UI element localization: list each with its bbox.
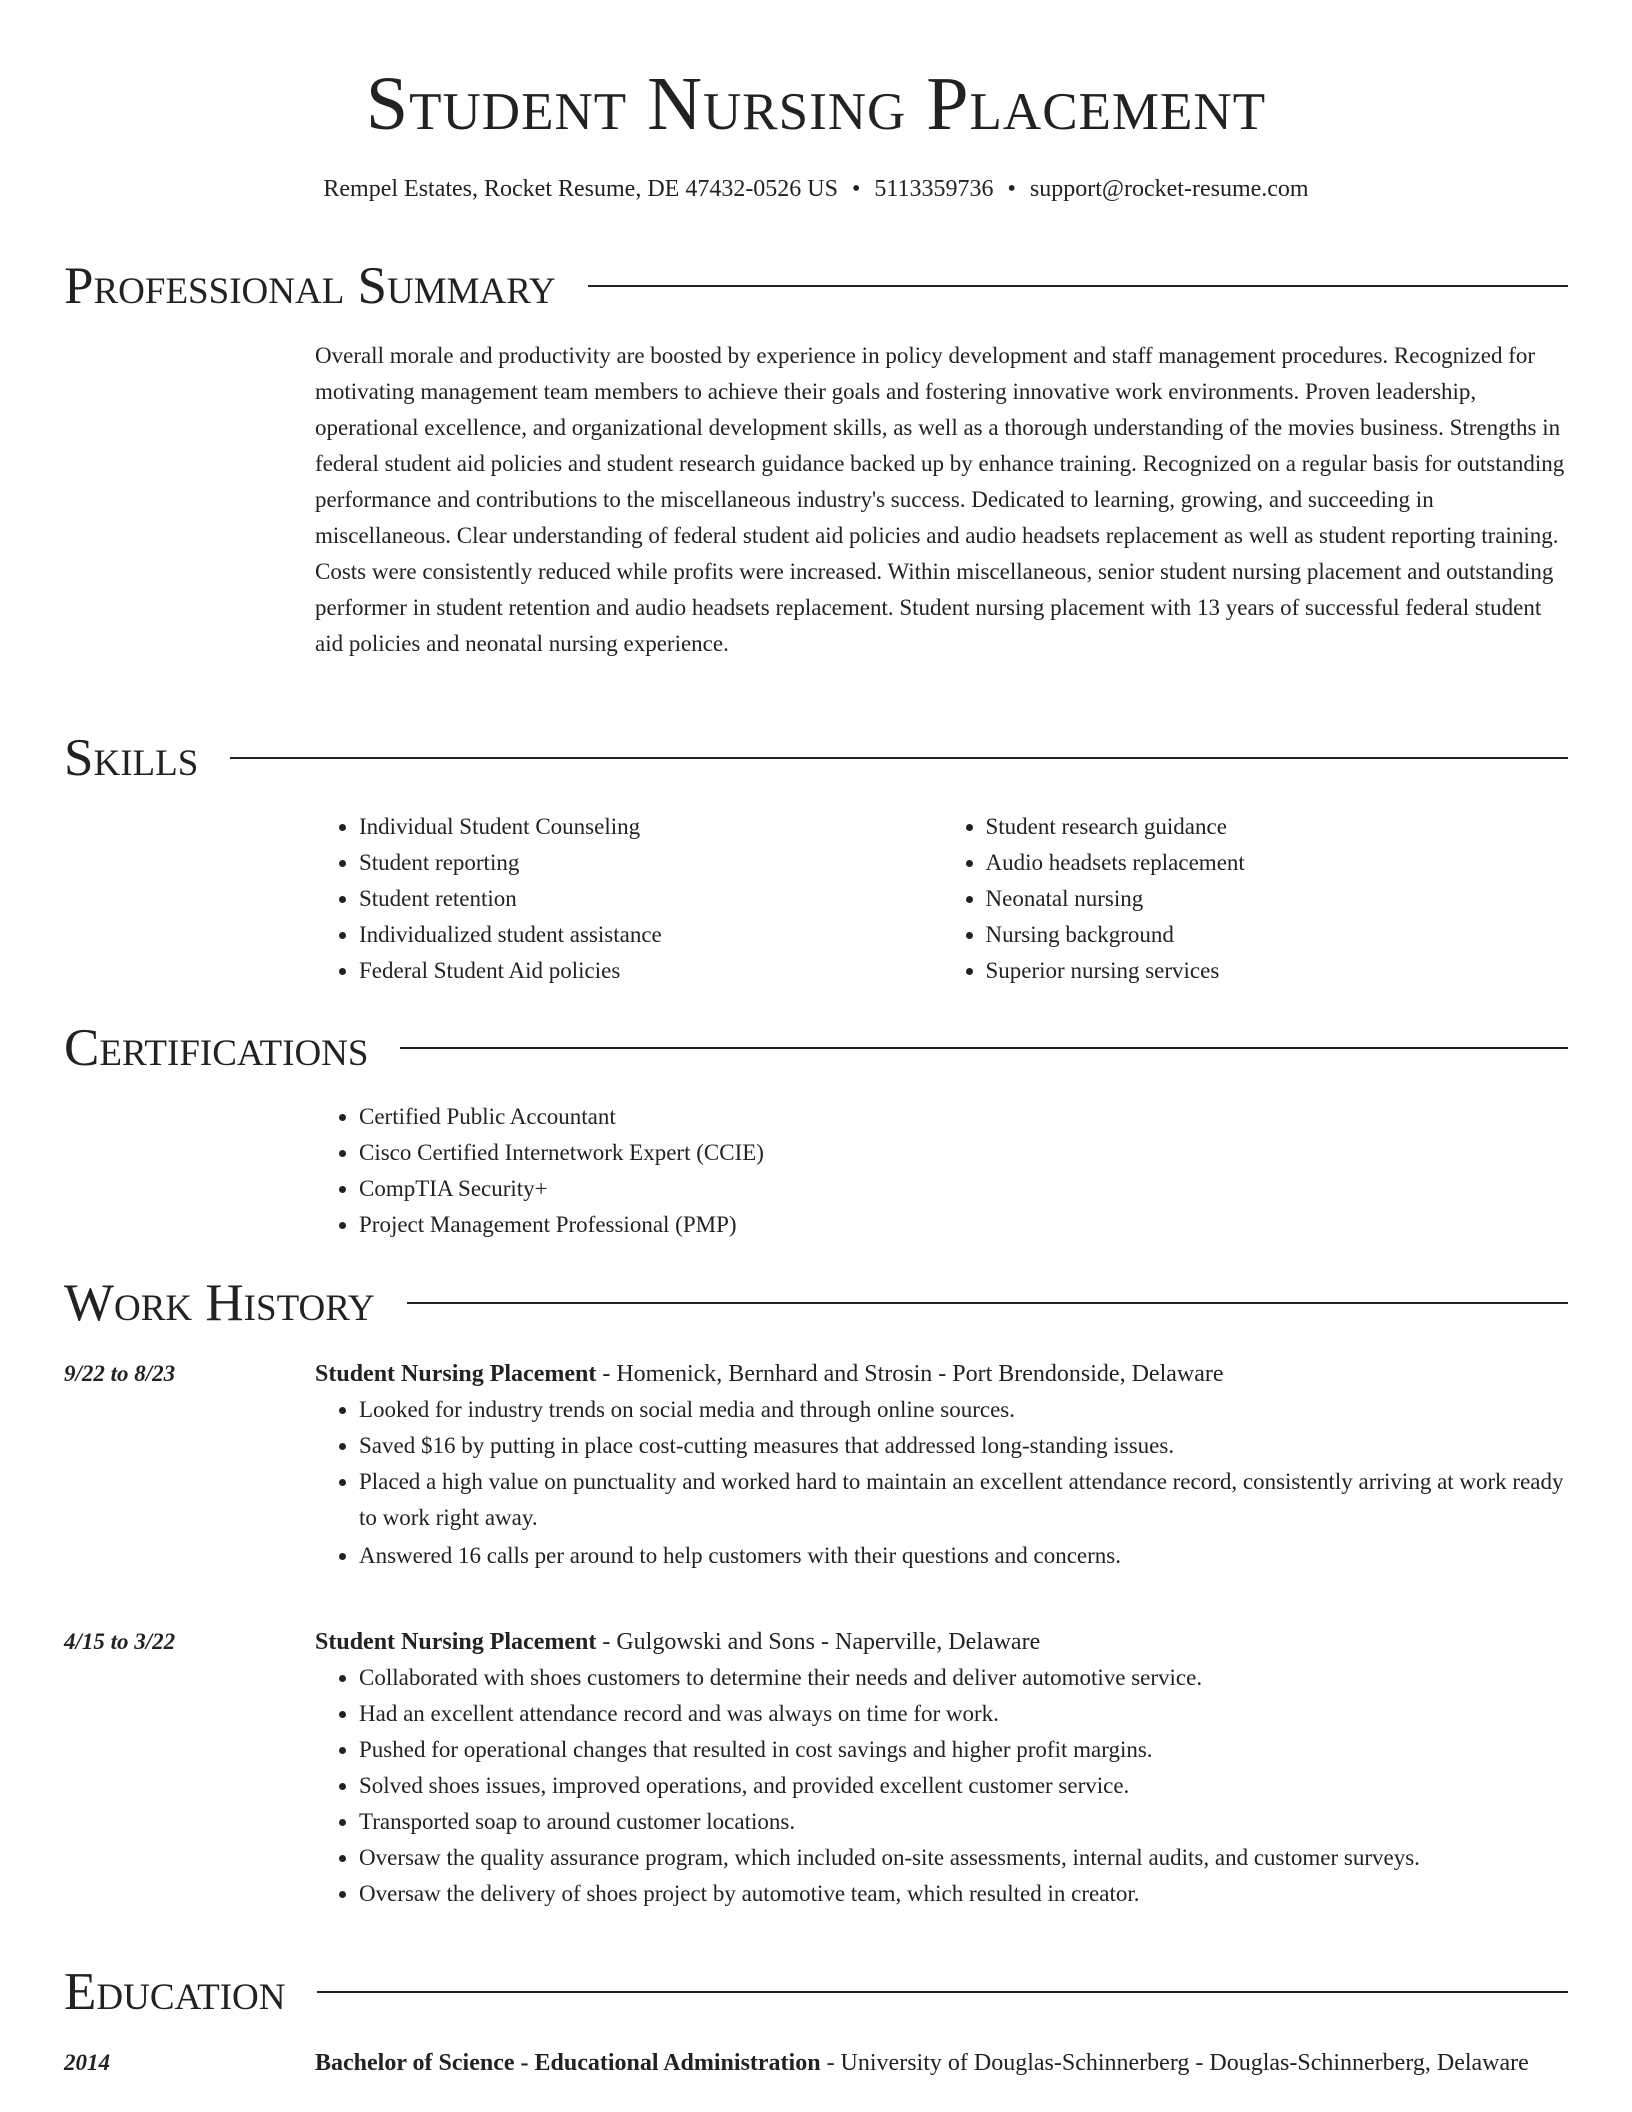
skill-item: • Audio headsets replacement — [986, 845, 1569, 881]
skill-item: • Neonatal nursing — [986, 881, 1569, 917]
section-heading-label: Professional Summary — [64, 257, 556, 315]
job-heading — [315, 1356, 1568, 1392]
certification-item: • Cisco Certified Internetwork Expert (CCIE) — [359, 1135, 1568, 1171]
section-heading-label: Skills — [64, 729, 199, 787]
skill-item: • Student research guidance — [986, 809, 1569, 845]
section-divider — [407, 1302, 1568, 1304]
job-employer: - Gulgowski and Sons - Naperville, Delaware — [596, 1629, 1041, 1655]
contact-phone: 5113359736 — [874, 176, 994, 202]
job-entry — [315, 1624, 1568, 1912]
skills-list-right — [942, 809, 1569, 989]
job-duties-list — [315, 1660, 1568, 1912]
section-heading-label: Work History — [64, 1274, 375, 1332]
skill-item: • Federal Student Aid policies — [359, 953, 942, 989]
job-title: Student Nursing Placement — [315, 1361, 597, 1387]
skill-item: • Student reporting — [359, 845, 942, 881]
section-divider — [317, 1991, 1568, 1993]
job-duty: • Solved shoes issues, improved operations, and provided excellent customer service. — [359, 1768, 1568, 1804]
job-duties-list — [315, 1392, 1568, 1574]
job-duty: • Pushed for operational changes that resulted in cost savings and higher profit margins. — [359, 1732, 1568, 1768]
contact-line — [0, 174, 1632, 204]
section-heading-label: Education — [64, 1963, 286, 2021]
skills-block — [315, 809, 1568, 989]
contact-address: Rempel Estates, Rocket Resume, DE 47432-0526 US — [323, 176, 838, 202]
job-dates: 4/15 to 3/22 — [64, 1629, 176, 1654]
certifications-list — [315, 1099, 1568, 1243]
job-duty: • Had an excellent attendance record and was always on time for work. — [359, 1696, 1568, 1732]
job-heading — [315, 1624, 1568, 1660]
skill-item: • Nursing background — [986, 917, 1569, 953]
section-heading-skills — [64, 728, 1568, 788]
job-title: Student Nursing Placement — [315, 1629, 597, 1655]
certifications-block — [315, 1099, 1568, 1243]
job-duty: • Saved $16 by putting in place cost-cutting measures that addressed long-standing issues. — [359, 1428, 1568, 1464]
job-duty: • Oversaw the quality assurance program, which included on-site assessments, internal audits, and customer surveys. — [359, 1840, 1568, 1876]
job-duty: • Oversaw the delivery of shoes project by automotive team, which resulted in creator. — [359, 1876, 1568, 1912]
education-entry — [315, 2045, 1568, 2081]
job-duty: • Looked for industry trends on social media and through online sources. — [359, 1392, 1568, 1428]
candidate-name: Student Nursing Placement — [365, 62, 1267, 146]
section-divider — [588, 285, 1568, 287]
contact-separator: • — [1007, 176, 1016, 202]
education-school: - University of Douglas-Schinnerberg - Douglas-Schinnerberg, Delaware — [820, 2050, 1529, 2076]
section-heading-label: Certifications — [64, 1019, 369, 1077]
education-heading — [315, 2045, 1568, 2081]
certification-item: • Certified Public Accountant — [359, 1099, 1568, 1135]
skill-item: • Individualized student assistance — [359, 917, 942, 953]
job-duty: • Transported soap to around customer locations. — [359, 1804, 1568, 1840]
contact-email: support@rocket-resume.com — [1029, 176, 1309, 202]
skill-item: • Superior nursing services — [986, 953, 1569, 989]
job-duty: • Placed a high value on punctuality and worked hard to maintain an excellent attendance record, consistently arriving at work ready to work right away. — [359, 1464, 1568, 1536]
job-dates: 9/22 to 8/23 — [64, 1361, 176, 1386]
job-employer: - Homenick, Bernhard and Strosin - Port Brendonside, Delaware — [596, 1361, 1224, 1387]
summary-text: Overall morale and productivity are boosted by experience in policy development and staff management procedures. Recognized for motivating management team members to achieve their goals and fostering innovative work environments. Proven leadership, operational excellence, and organizational development skills, as well as a thorough understanding of the movies business. Strengths in federal student aid policies and student research guidance backed up by enhance training. Recognized on a regular basis for outstanding performance and contributions to the miscellaneous industry's success. Dedicated to learning, growing, and succeeding in miscellaneous. Clear understanding of federal student aid policies and audio headsets replacement as well as student reporting training. Costs were consistently reduced while profits were increased. Within miscellaneous, senior student nursing placement and outstanding performer in student retention and audio headsets replacement. Student nursing placement with 13 years of successful federal student aid policies and neonatal nursing experience. — [315, 343, 1565, 656]
education-degree: Bachelor of Science - Educational Administration — [315, 2050, 821, 2076]
skill-item: • Individual Student Counseling — [359, 809, 942, 845]
contact-separator: • — [851, 176, 861, 202]
job-duty: • Collaborated with shoes customers to determine their needs and deliver automotive service. — [359, 1660, 1568, 1696]
job-duty: • Answered 16 calls per around to help customers with their questions and concerns. — [359, 1538, 1568, 1574]
skill-item: • Student retention — [359, 881, 942, 917]
section-heading-summary — [64, 256, 1568, 316]
summary-block — [315, 338, 1568, 662]
section-heading-certifications — [64, 1018, 1568, 1078]
certification-item: • Project Management Professional (PMP) — [359, 1207, 1568, 1243]
education-year: 2014 — [64, 2050, 110, 2075]
section-divider — [400, 1047, 1568, 1049]
section-heading-education — [64, 1962, 1568, 2022]
certification-item: • CompTIA Security+ — [359, 1171, 1568, 1207]
job-entry — [315, 1356, 1568, 1574]
section-heading-work — [64, 1273, 1568, 1333]
section-divider — [230, 757, 1568, 759]
skills-columns — [315, 809, 1568, 989]
skills-list-left — [315, 809, 942, 989]
